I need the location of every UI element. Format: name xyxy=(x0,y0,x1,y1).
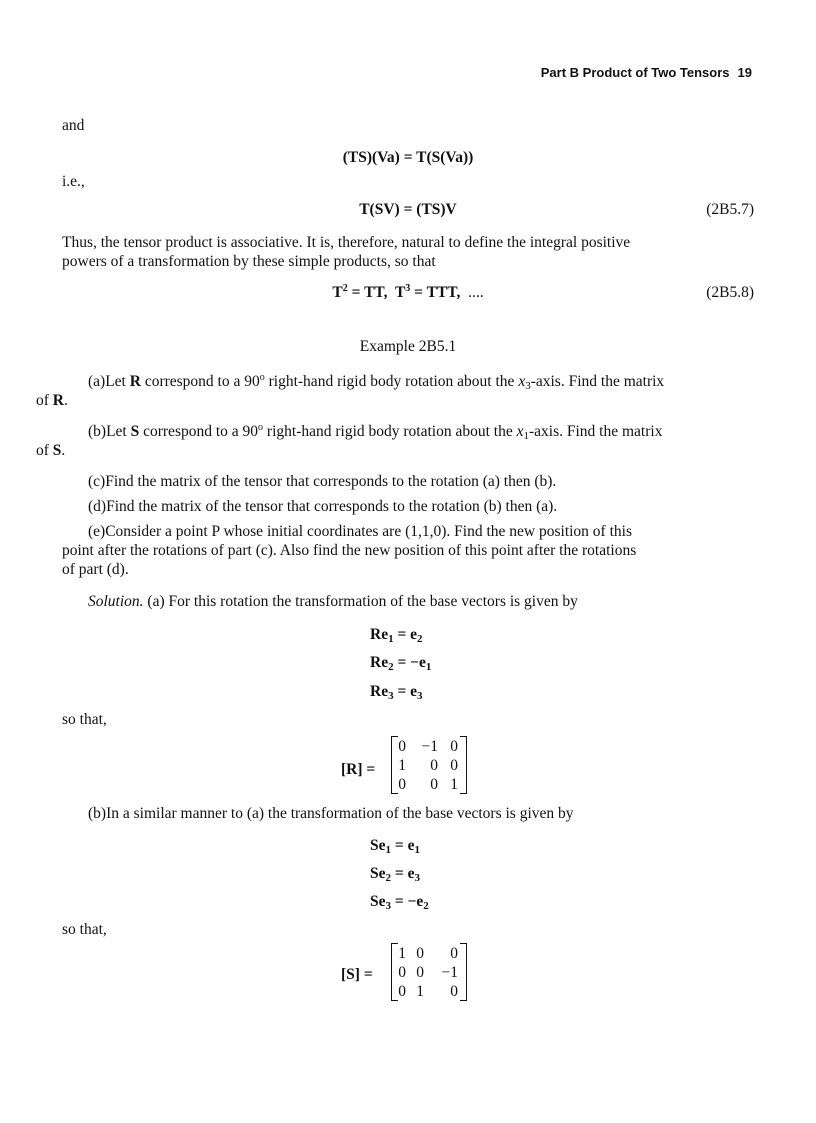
matrix-S-cell: 0 xyxy=(416,964,424,981)
matrix-S xyxy=(396,944,458,1001)
header-title: Part B Product of Two Tensors xyxy=(540,65,730,80)
paragraph-line: Thus, the tensor product is associative. It is, therefore, natural to define the integral positive xyxy=(62,234,631,251)
matrix-R-cell: 0 xyxy=(398,738,406,755)
matrix-R-cell: 0 xyxy=(398,776,406,793)
text-so-that: so that, xyxy=(62,921,107,938)
matrix-R-cell: 0 xyxy=(450,757,458,774)
equation-Re3: $Re_3 = e_3$ xyxy=(370,683,423,702)
matrix-S-cell: 0 xyxy=(450,983,458,1000)
matrix-R-cell: 0 xyxy=(430,776,438,793)
matrix-S-cell: 0 xyxy=(398,983,406,1000)
text-so-that: so that, xyxy=(62,711,107,728)
matrix-R-cell: −1 xyxy=(421,738,438,755)
matrix-R-cell: 0 xyxy=(450,738,458,755)
matrix-S-cell: 0 xyxy=(398,964,406,981)
matrix-S-label: [S] = xyxy=(341,966,373,983)
equation-Se2: $Se_2 = e_3$ xyxy=(370,865,420,884)
solution-part-b: (b)In a similar manner to (a) the transformation of the base vectors is given by xyxy=(88,805,574,822)
equation-Re1: $Re_1 = e_2$ xyxy=(370,626,423,645)
matrix-S-right-bracket xyxy=(460,943,467,1001)
solution-label: Solution. xyxy=(88,593,144,610)
equation-number-2b5-8: (2B5.8) xyxy=(706,284,754,301)
paragraph-line: powers of a transformation by these simple products, so that xyxy=(62,253,436,270)
matrix-R-right-bracket xyxy=(460,736,467,794)
equation-assoc-1: (TS)(Va) = T(S(Va)) xyxy=(342,149,474,166)
matrix-S-cell: 1 xyxy=(398,945,406,962)
matrix-S-cell: 0 xyxy=(416,945,424,962)
matrix-R-cell: 1 xyxy=(450,776,458,793)
matrix-R-label: [R] = xyxy=(341,761,376,778)
example-part-d: (d)Find the matrix of the tensor that corresponds to the rotation (b) then (a). xyxy=(88,498,558,515)
page-number: 19 xyxy=(737,65,752,80)
matrix-R xyxy=(396,737,458,794)
matrix-S-cell: 1 xyxy=(416,983,424,1000)
equation-Se1: $Se_1 = e_1$ xyxy=(370,837,420,856)
text-and: and xyxy=(62,117,85,134)
matrix-R-cell: 0 xyxy=(430,757,438,774)
example-part-a: (a)Let R correspond to a 90$^o$ right-hand rigid body rotation about the $x_3$-axis. Find the matrix of R. xyxy=(36,372,665,409)
solution-text: (a) For this rotation the transformation of the base vectors is given by xyxy=(143,593,578,610)
equation-2b5-8: $T^2$ = TT, $T^3$ = TTT, .... xyxy=(332,283,484,301)
equation-Re2: $Re_2 = -e_1$ xyxy=(370,654,432,673)
equation-Se3: $Se_3 = -e_2$ xyxy=(370,893,429,912)
equation-number-2b5-7: (2B5.7) xyxy=(706,201,754,218)
example-title: Example 2B5.1 xyxy=(359,338,457,355)
example-part-c: (c)Find the matrix of the tensor that corresponds to the rotation (a) then (b). xyxy=(88,473,557,490)
solution-intro xyxy=(62,592,754,611)
text-ie: i.e., xyxy=(62,173,85,190)
example-part-e: point after the rotations of part (c). Also find the new position of this point after the rotations xyxy=(62,542,637,559)
example-part-e: (e)Consider a point P whose initial coordinates are (1,1,0). Find the new position of this xyxy=(88,523,632,540)
matrix-S-cell: −1 xyxy=(441,964,458,981)
equation-2b5-7: T(SV) = (TS)V xyxy=(359,201,457,218)
matrix-R-cell: 1 xyxy=(398,757,406,774)
example-part-e: of part (d). xyxy=(62,561,129,578)
matrix-S-cell: 0 xyxy=(450,945,458,962)
example-part-b: (b)Let S correspond to a 90$^o$ right-hand rigid body rotation about the $x_1$-axis. Find the matrix of S. xyxy=(36,422,663,459)
running-header xyxy=(480,63,752,82)
